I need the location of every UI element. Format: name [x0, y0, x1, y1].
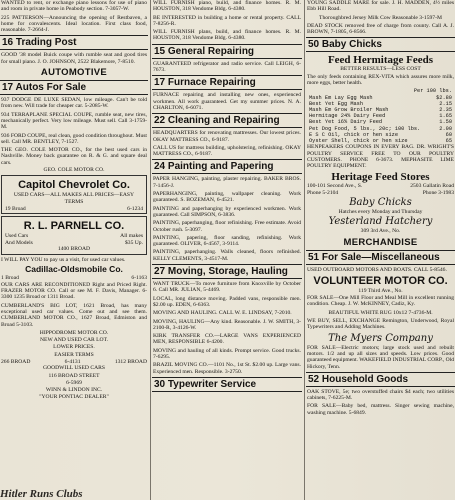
- ad-title: Capitol Chevrolet Co.: [18, 179, 130, 192]
- classified-ad-signature: GEO. COLE MOTOR CO.: [43, 167, 105, 174]
- classified-ad: WILL FURNISH piano, build, and finance homes. R. M. HOUSTON, 318 Vendome Bldg. 6-4380.: [153, 0, 301, 13]
- classified-ad: PAINTING, papering, floor sanding, refinishing. Work guaranteed. OLIVER, 6-4567, 3-9114.: [153, 234, 301, 248]
- ad-address: 1312 BROAD: [114, 358, 147, 365]
- classified-ad: KIRK TRANSFER CO.—LARGE VANS EXPERIENCED MEN, RESPONSIBLE 6-4200.: [153, 333, 301, 346]
- classified-ad: GUARANTEED refrigerator and radio service. Call LEIGH, 6-7673.: [153, 60, 301, 74]
- classified-ad: OUR CARS ARE RECONDITIONED Right and Priced Right. FRAZER MOTOR CO. Call or see M. F. Davis, Manager. 6-3300 1235 Broad or 1311 Broad.: [1, 281, 147, 301]
- section-header-household-goods: 52 Household Goods: [306, 372, 455, 387]
- display-ad-volunteer-motor: VOLUNTEER MOTOR CO.: [313, 274, 448, 287]
- ad-address: 1 Broad: [1, 275, 19, 282]
- price-item: Mash Em Grow Broiler Mash: [309, 106, 389, 113]
- price-item: E S C Oil, chick or hen size: [309, 131, 399, 138]
- classified-ad: BEAUTIFUL WHITE RUG 10x12 7-4736-M.: [328, 309, 433, 316]
- classified-ad: FURNACE repairing and installing new ones, experienced workmen. All work guaranteed. Get my summer prices. N. A. CHARLTON, 6-6071.: [153, 92, 301, 111]
- ad-line: $35 Up.: [124, 239, 143, 246]
- price-column-header: Per 100 lbs.: [413, 88, 452, 95]
- ad-line: WINN & LINDON INC.: [45, 387, 103, 394]
- ad-phone: Phone 5-2104: [307, 189, 339, 196]
- ad-line: EASIER TERMS: [54, 351, 94, 358]
- ad-line: "YOUR PONTIAC DEALER": [39, 394, 109, 401]
- ad-tagline: BETTER RESULTS—LESS COST: [340, 66, 421, 73]
- ad-line: Used Cars: [5, 233, 29, 240]
- column-middle: [152, 0, 302, 500]
- price-item: Best Yet 16% Dairy Feed: [309, 119, 383, 126]
- ad-line: All makes: [120, 233, 143, 240]
- ad-address: 2503 Gallatin Road: [410, 183, 454, 190]
- classified-ad: BE INTERESTED in building a home or rental property. CALL 7-8256-R.: [153, 14, 301, 27]
- ad-line: NEW AND USED CAR LOT.: [39, 337, 108, 344]
- classified-ad: LOCAL, long distance moving. Padded vans, responsible men. $2.00 up. EDEN, 6-6363.: [153, 295, 301, 308]
- ad-address: 309 3rd Ave., No.: [360, 228, 401, 235]
- ad-phone: 6-1234: [127, 205, 143, 212]
- classified-ad: GOOD '38 model Buick coupe with rumble seat and good tires for small piano. J. O. JOHNSON, 2522 Blakemore, 7-8510.: [1, 52, 147, 65]
- ad-address: 119 Third Ave., No.: [358, 287, 403, 294]
- section-header-typewriter-service: 30 Typewriter Service: [152, 377, 302, 392]
- price-item: Oyster Shell, chick or hen size: [309, 138, 408, 144]
- ad-address: 19 Broad: [5, 205, 26, 212]
- column-divider: [304, 0, 305, 500]
- ad-line: GOODWILL USED CARS: [43, 365, 105, 372]
- classified-ad: BRAZIL MOVING CO.—1101 No., 1st St. $2.00 up. Large vans. Experienced men. Responsible. 3-2750.: [153, 362, 301, 375]
- section-header-cleaning-repairing: 22 Cleaning and Repairing: [152, 113, 302, 128]
- ad-phone: Phone 3-1983: [422, 189, 454, 196]
- classified-ad: FOR SALE—Baby bed, mattress. Singer sewing machine, washing machine. 5-6849.: [307, 403, 454, 416]
- classified-ad: PAPER HANGING, painting, plaster repairing. BAKER BROS. 7-1456-J.: [153, 176, 301, 189]
- section-header-autos-for-sale: 17 Autos For Sale: [0, 80, 148, 95]
- classified-ad: PAINTING, paperhanging. Walls cleaned, floors refinished. KELLY CLEMENTS, 3-4517-M.: [153, 249, 301, 262]
- ad-line: 116 BROAD STREET: [48, 372, 100, 379]
- section-header-baby-chicks: 50 Baby Chicks: [306, 37, 455, 52]
- classified-ad: DEAD STOCK removed free of charge from county. Call A. J. BROWN, 7-1805, 6-8566.: [307, 22, 454, 36]
- ad-address: 266 BROAD: [1, 358, 31, 365]
- ad-line: Hatches every Monday and Thursday: [338, 208, 423, 215]
- price-value: $2.80: [436, 94, 452, 101]
- ad-phone: 6-4131: [64, 358, 81, 365]
- classified-ad: 934 TERRAPLANE SPECIAL COUPE, rumble seat, new tires, mechanically perfect. Very low mileage. Must sell. Call 3-1759-M.: [1, 111, 147, 131]
- classified-ad: I WILL PAY YOU to pay us a visit, for used car values.: [1, 257, 126, 264]
- section-header-painting-papering: 24 Painting and Papering: [152, 159, 302, 174]
- price-value: 2.15: [439, 100, 452, 107]
- classified-ad: Thoroughbred Jersey Milk Cow Reasonable 3-1597-M: [319, 14, 442, 21]
- classified-ad: MOVING and hauling of all kinds. Prompt service. Good trucks. 7-6295.: [153, 347, 301, 360]
- display-ad-hermitage-feeds: Feed Hermitage Feeds: [327, 54, 434, 67]
- classified-ad: MOVING, HAULING—Any kind. Reasonable. J. W. SMITH, 3-2100-R, 3-4126-W.: [153, 318, 301, 331]
- classified-ad: WE BUY, SELL, EXCHANGE Remington, Underwood, Royal Typewriters and Adding Machines.: [307, 318, 454, 331]
- ad-line: And Models: [5, 239, 33, 246]
- section-title-automotive: AUTOMOTIVE: [40, 67, 108, 79]
- classified-ad: WANT TRUCK—To move furniture from Knoxville by October 6. Call MR. JULIAN, 5-4469.: [153, 281, 301, 294]
- display-ad-parnell: [1, 216, 147, 255]
- ad-phone: 6-1163: [131, 275, 147, 282]
- classified-ad: WANTED to rent, or exchange piano lessons for use of piano and room in private home in Peabody section. 7-3057-W.: [1, 0, 147, 13]
- classified-ad: PAINTING and paperhanging by experienced workmen. Work guaranteed. Call SIMPSON, 6-3836.: [153, 205, 301, 218]
- classified-ad: 936 FORD COUPE, real clean, good condition throughout. Must sell. Call MR. BENTLEY, 7-1527.: [1, 132, 147, 145]
- section-header-moving-storage: 27 Moving, Storage, Hauling: [152, 264, 302, 279]
- column-left: [0, 0, 148, 500]
- ad-body: The only feeds containing REX-VITA which assures more milk, more eggs, better health.: [307, 73, 454, 87]
- classified-ad: 225 PATTERSON—Announcing the opening of Restbaven, a home for convalescents. Ideal location. First class food, reasonable. 7-2664-J.: [1, 14, 147, 34]
- display-ad-heritage-feed-stores: Heritage Feed Stores: [331, 171, 430, 184]
- ad-address: 1400 BROAD: [57, 245, 91, 252]
- classified-ad: 937 DODGE DE LUXE SEDAN, low mileage. Can't be told from new. Will trade for cheaper car. 5-2085-W.: [1, 97, 147, 110]
- classified-ad: PAINTING, paperhanging, floor refinishing. Free estimate. Avoid October rush. 5-3097.: [153, 220, 301, 233]
- classified-ad: HEADQUARTERS for renovating mattresses. Our lowest prices. OKAY MATTRESS CO., 6-9187.: [153, 130, 301, 143]
- classified-ad: USED OUTBOARD MOTORS AND BOATS. CALL 5-8546.: [307, 266, 447, 273]
- section-header-general-repairing: 15 General Repairing: [152, 44, 302, 59]
- price-item: Mash Em Lay Egg Mash: [309, 94, 373, 101]
- price-value: 65: [445, 138, 452, 144]
- classified-ad: MOVING AND HAULING. CALL W. E. LINDSAY, 7-2010.: [153, 310, 292, 317]
- feed-price-list: [306, 88, 455, 144]
- display-ad-capitol-chevrolet: [1, 175, 147, 214]
- price-item: Best Yet Egg Mash: [309, 100, 364, 107]
- price-value: 2.00: [439, 125, 452, 132]
- classified-ad: FOR SALE—One Mill Floor and Meal Mill in excellent running condition. Cheap. J. W. McKINNEY, Cadiz, Ky.: [307, 295, 454, 308]
- ad-body: HENPEAKERS COUPONS IN EVERY BAG. DR. WRIGHT'S POULTRY SERVICE FREE TO OUR POULTRY CUSTOMERS. PHONE 6-3673. MEPHASITE LIME POULTRY EQUIPMENT.: [307, 144, 454, 170]
- classified-ad: THE GEO. COLE MOTOR CO., for the best used cars in Nashville. Money back guarantee on R. & G. and square deal cars.: [1, 147, 147, 166]
- display-ad-myers-company: The Myers Company: [328, 332, 433, 344]
- ad-title: R. L. PARNELL CO.: [23, 220, 125, 233]
- classified-ad: YOUNG SADDLE MARE for sale. J. H. MADDEN, 4½ miles Ebb Hill Road.: [307, 0, 454, 13]
- section-title-merchandise: MERCHANDISE: [343, 236, 418, 248]
- classified-ad: CALL US for mattress building, upholstering, refinishing. OKAY MATTRESS CO., 6-9187.: [153, 144, 301, 158]
- classified-ad: WILL FURNISH plans, build, and finance homes. R. M. HOUSTON, 318 Vendome Bldg. 6-4380.: [153, 29, 301, 42]
- column-divider: [150, 0, 151, 500]
- column-right: [306, 0, 455, 500]
- classified-ad: PAPERHANGING, painting, wallpaper cleaning. Work guaranteed. S. BOZEMAN, 6-4521.: [153, 191, 301, 204]
- ad-phone: 6-5969: [66, 379, 82, 386]
- headline-fragment: Hitler Runs Clubs: [0, 488, 83, 500]
- section-header-for-sale-misc: 51 For Sale—Miscellaneous: [306, 250, 455, 265]
- classified-ad: CUMBERLAND'S BIG LOT, 1621 Broad, has many exceptional used car values. Come out and see them. CUMBERLAND MOTOR CO., 1627 Broad, Edmiston and Broad 5-3103.: [1, 302, 147, 328]
- ad-address: 100-101 Second Ave., S.: [307, 183, 363, 190]
- display-ad-baby-chicks: Baby Chicks: [349, 196, 412, 208]
- price-value: 1.50: [439, 119, 452, 126]
- ad-line: HIPPODROME MOTOR CO.: [39, 329, 109, 336]
- price-value: 2.35: [439, 106, 452, 113]
- section-header-trading-post: 16 Trading Post: [0, 35, 148, 50]
- price-item: Pet Dog Food, 5 lbs., 20c; 100 lbs.: [309, 125, 421, 132]
- display-ad-cadillac: Cadillac-Oldsmobile Co.: [25, 264, 123, 275]
- classified-ad: OAK STOVE, 5e; two overstuffed chairs $4 each; two utilities cabinets, 7-6225-M.: [307, 388, 454, 402]
- ad-line: USED CARS—ALL MAKES ALL PRICES—EASY TERMS: [13, 192, 135, 205]
- ad-line: LOWER PRICES.: [53, 344, 95, 351]
- price-item: Hermitage 24% Dairy Feed: [309, 113, 386, 120]
- price-value: 60: [445, 131, 452, 138]
- classified-ad: FOR SALE—Electric motors; large stock used and rebuilt motors. 1/2 and up all sizes and speeds. Low prices. Good guaranteed equipment. WAKEFIELD INDUSTRIAL CORP., Old Hickory, Tenn.: [307, 344, 454, 370]
- display-ad-hatchery: Yesterland Hatchery: [328, 216, 433, 228]
- section-header-furnace-repairing: 17 Furnace Repairing: [152, 75, 302, 90]
- price-value: 1.65: [439, 113, 452, 120]
